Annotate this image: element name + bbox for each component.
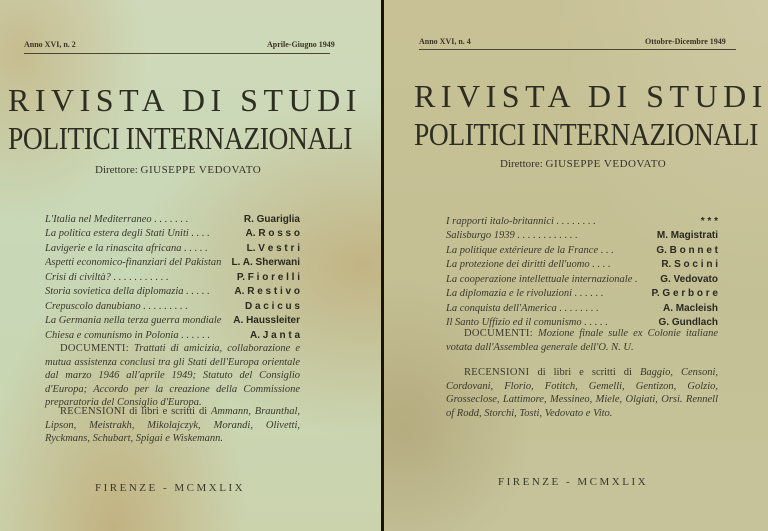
issue-period: Ottobre-Dicembre 1949 [645, 37, 726, 46]
reviews-names: Baggio, Censoni, Cordovani, Florio, Fotitch, Gemelli, Gentizon, Golzio, Grosseclose, Lattimore, Messineo, Miele, Olgiati, Orsi. Rennell of Rodd, Storchi, Tosti, Vedovato e Vito. [446, 367, 719, 419]
toc-entry: Crisi di civiltà? . . . . . . . . . . . P. F i o r e l l i [45, 271, 300, 283]
documents-section [45, 342, 300, 410]
toc-entry: La Germania nella terza guerra mondiale A. Haussleiter [45, 315, 300, 327]
documents-section [446, 327, 718, 354]
toc-entry: La diplomazia e le rivoluzioni . . . . . . P. G e r b o r e [446, 288, 718, 300]
director-name: GIUSEPPE VEDOVATO [140, 164, 262, 176]
reviews-label: RECENSIONI [464, 367, 530, 378]
right-magazine-cover [384, 0, 768, 531]
reviews-names: Ammann, Braunthal, Lipson, Meistrakh, Mikolajczyk, Morandi, Olivetti, Ryckmans, Schubart, Spigai e Wiskemann. [45, 406, 301, 444]
left-magazine-cover [0, 0, 381, 531]
reviews-section [45, 405, 300, 446]
publication-place-year: FIRENZE - MCMXLIX [95, 482, 246, 494]
header-rule [24, 53, 330, 54]
issue-number: Anno XVI, n. 4 [419, 37, 471, 46]
toc-entry: La cooperazione intellettuale internazionale . G. Vedovato [446, 273, 718, 285]
reviews-section [446, 366, 718, 420]
journal-title-line2: POLITICI INTERNAZIONALI [8, 120, 352, 156]
toc-entry: L'Italia nel Mediterraneo . . . . . . . R. Guariglia [45, 213, 300, 225]
documents-text: Trattati di amicizia, collaborazione e mutua assistenza conclusi tra gli Stati dell'Europa orientale dal marzo 1946 all'aprile 1949; Statuto del Consiglio d'Europa; Accordo per la creazione della Commissione preparatoria del Consiglio d'Europa. [45, 343, 301, 408]
documents-label: DOCUMENTI: [464, 328, 533, 339]
reviews-intro: di libri e scritti di [129, 406, 208, 417]
toc-entry: Aspetti economico-finanziari del Pakistan L. A. Sherwani [45, 257, 300, 269]
director-label: Direttore: [500, 158, 543, 170]
toc-entry: Storia sovietica della diplomazia . . . . . A. R e s t i v o [45, 286, 300, 298]
toc-entry: La politica estera degli Stati Uniti . . . . A. R o s s o [45, 228, 300, 240]
director-line [500, 158, 666, 170]
documents-label: DOCUMENTI: [60, 343, 129, 354]
publication-place-year: FIRENZE - MCMXLIX [498, 476, 649, 488]
header-rule [419, 49, 736, 50]
reviews-label: RECENSIONI [60, 406, 126, 417]
toc-entry: La protezione dei diritti dell'uomo . . . . R. S o c i n i [446, 259, 718, 271]
toc-entry: Lavigerie e la rinascita africana . . . . . L. V e s t r i [45, 242, 300, 254]
journal-title-line2: POLITICI INTERNAZIONALI [414, 116, 758, 152]
director-name: GIUSEPPE VEDOVATO [545, 158, 667, 170]
table-of-contents [45, 212, 300, 343]
issue-period: Aprile-Giugno 1949 [267, 40, 335, 49]
toc-entry: Crepuscolo danubiano . . . . . . . . . D a c i c u s [45, 300, 300, 312]
documents-text: Mozione finale sulle ex Colonie italiane votata dall'Assemblea generale dell'O. N. U. [446, 328, 718, 353]
director-line [95, 164, 261, 176]
toc-entry: La conquista dell'America . . . . . . . . A. Macleish [446, 302, 718, 314]
journal-title-line1: RIVISTA DI STUDI [8, 82, 362, 118]
toc-entry: Il Santo Uffizio ed il comunismo . . . . . G. Gundlach [446, 317, 718, 329]
toc-entry: Chiesa e comunismo in Polonia . . . . . . A. J a n t a [45, 329, 300, 341]
reviews-intro: di libri e scritti di [537, 367, 632, 378]
toc-entry: Salisburgo 1939 . . . . . . . . . . . . M. Magistrati [446, 230, 718, 242]
journal-title-line1: RIVISTA DI STUDI [414, 78, 768, 114]
issue-number: Anno XVI, n. 2 [24, 40, 76, 49]
director-label: Direttore: [95, 164, 138, 176]
toc-entry: La politique extérieure de la France . . . G. B o n n e t [446, 244, 718, 256]
toc-entry: I rapporti italo-britannici . . . . . . . . * * * [446, 215, 718, 227]
table-of-contents [446, 214, 718, 330]
